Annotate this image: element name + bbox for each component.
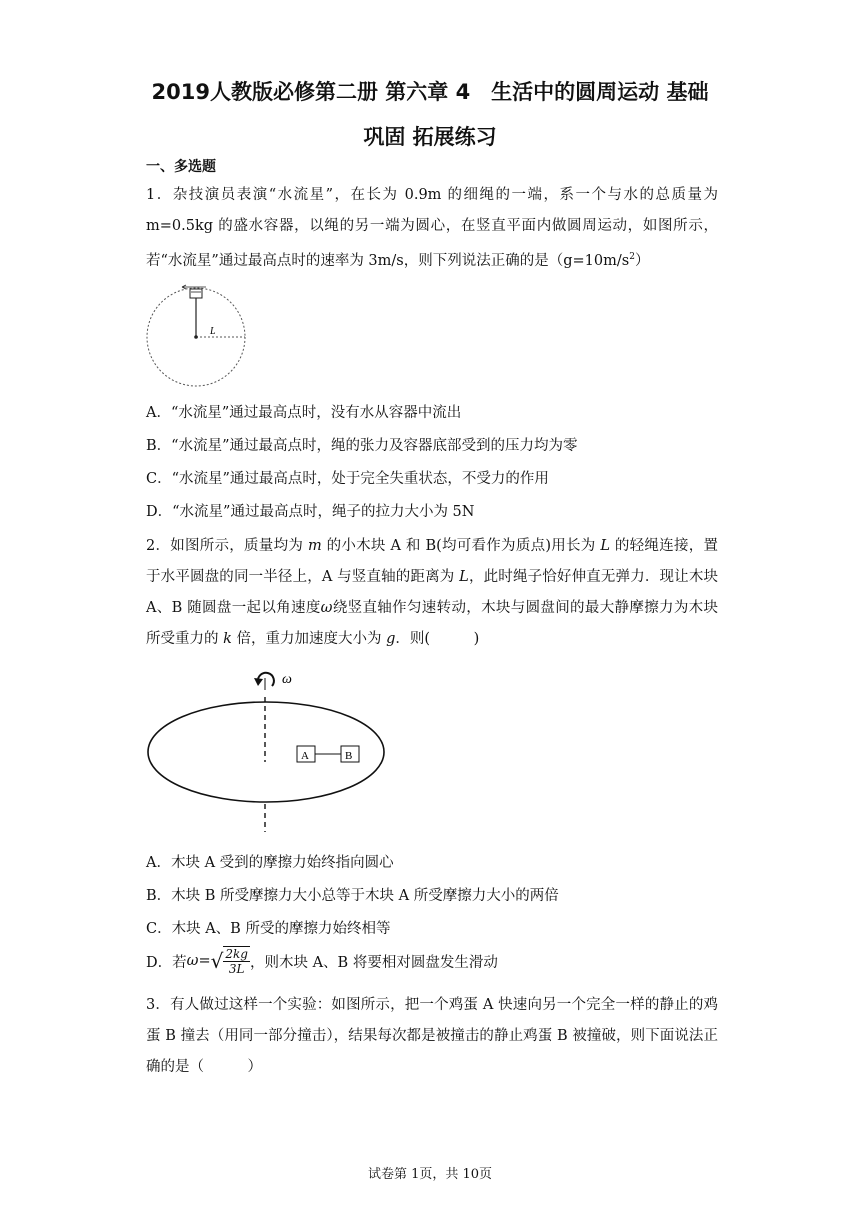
q2-option-a: A．木块 A 受到的摩擦力始终指向圆心 xyxy=(146,855,394,871)
block-a-label: A xyxy=(301,750,309,762)
question-1-text: 1．杂技演员表演“水流星”，在长为 0.9m 的细绳的一端，系一个与水的总质量为 m=0.5kg 的盛水容器，以绳的另一端为圆心，在竖直平面内做圆周运动，如图所示，若“水流星”通过最高点时的速率为 3m/s，则下列说法正确的是$(g=10m/s^2)$ xyxy=(146,187,718,269)
length-label: L xyxy=(210,326,216,337)
page-footer: 试卷第 1页，共 10页 xyxy=(367,1167,493,1182)
question-3-text: 3．有人做过这样一个实验：如图所示，把一个鸡蛋 A 快速向另一个完全一样的静止的鸡蛋 B 撞去（用同一部分撞击），结果每次都是被撞击的静止鸡蛋 B 被撞破，则下面说法正确的是（ ） xyxy=(146,997,718,1075)
sqrt-numerator: 2kg xyxy=(225,947,248,961)
q2-option-d: D．若 ω = √ $\frac{2kg}{3L}$ ，则木块 A、B 将要相对圆盘发生滑动 xyxy=(146,947,498,976)
title-line-2: 巩固 拓展练习 xyxy=(363,125,497,149)
q2-option-c: C．木块 A、B 所受的摩擦力始终相等 xyxy=(146,921,391,937)
q2-option-b: B．木块 B 所受摩擦力大小总等于木块 A 所受摩擦力大小的两倍 xyxy=(146,888,559,904)
sqrt-denominator: 3L xyxy=(228,962,245,976)
question-2-text: 2．如图所示，质量均为 m 的小木块 A 和 B(均可看作为质点)用长为 L 的轻绳连接，置于水平圆盘的同一半径上，A 与竖直轴的距离为 L，此时绳子恰好伸直无弹力．现让木块 A、B 随圆盘一起以角速度ω绕竖直轴作匀速转动，木块与圆盘间的最大静摩擦力为木块所受重力的 k 倍，重力加速度大小为 g．则( ) xyxy=(146,538,718,647)
q1-option-a: A．“水流星”通过最高点时，没有水从容器中流出 xyxy=(146,405,462,421)
omega-label: ω xyxy=(282,672,292,687)
section-heading: 一、多选题 xyxy=(146,159,216,175)
water-star-figure xyxy=(144,284,254,394)
q1-option-b: B．“水流星”通过最高点时，绳的张力及容器底部受到的压力均为零 xyxy=(146,438,578,454)
q1-option-d: D．“水流星”通过最高点时，绳子的拉力大小为 5N xyxy=(146,504,475,520)
title-line-1: 2019人教版必修第二册 第六章 4 生活中的圆周运动 基础 xyxy=(151,80,709,104)
q1-option-c: C．“水流星”通过最高点时，处于完全失重状态，不受力的作用 xyxy=(146,471,549,487)
block-b-label: B xyxy=(345,750,353,762)
rotating-disk-figure xyxy=(144,664,394,834)
